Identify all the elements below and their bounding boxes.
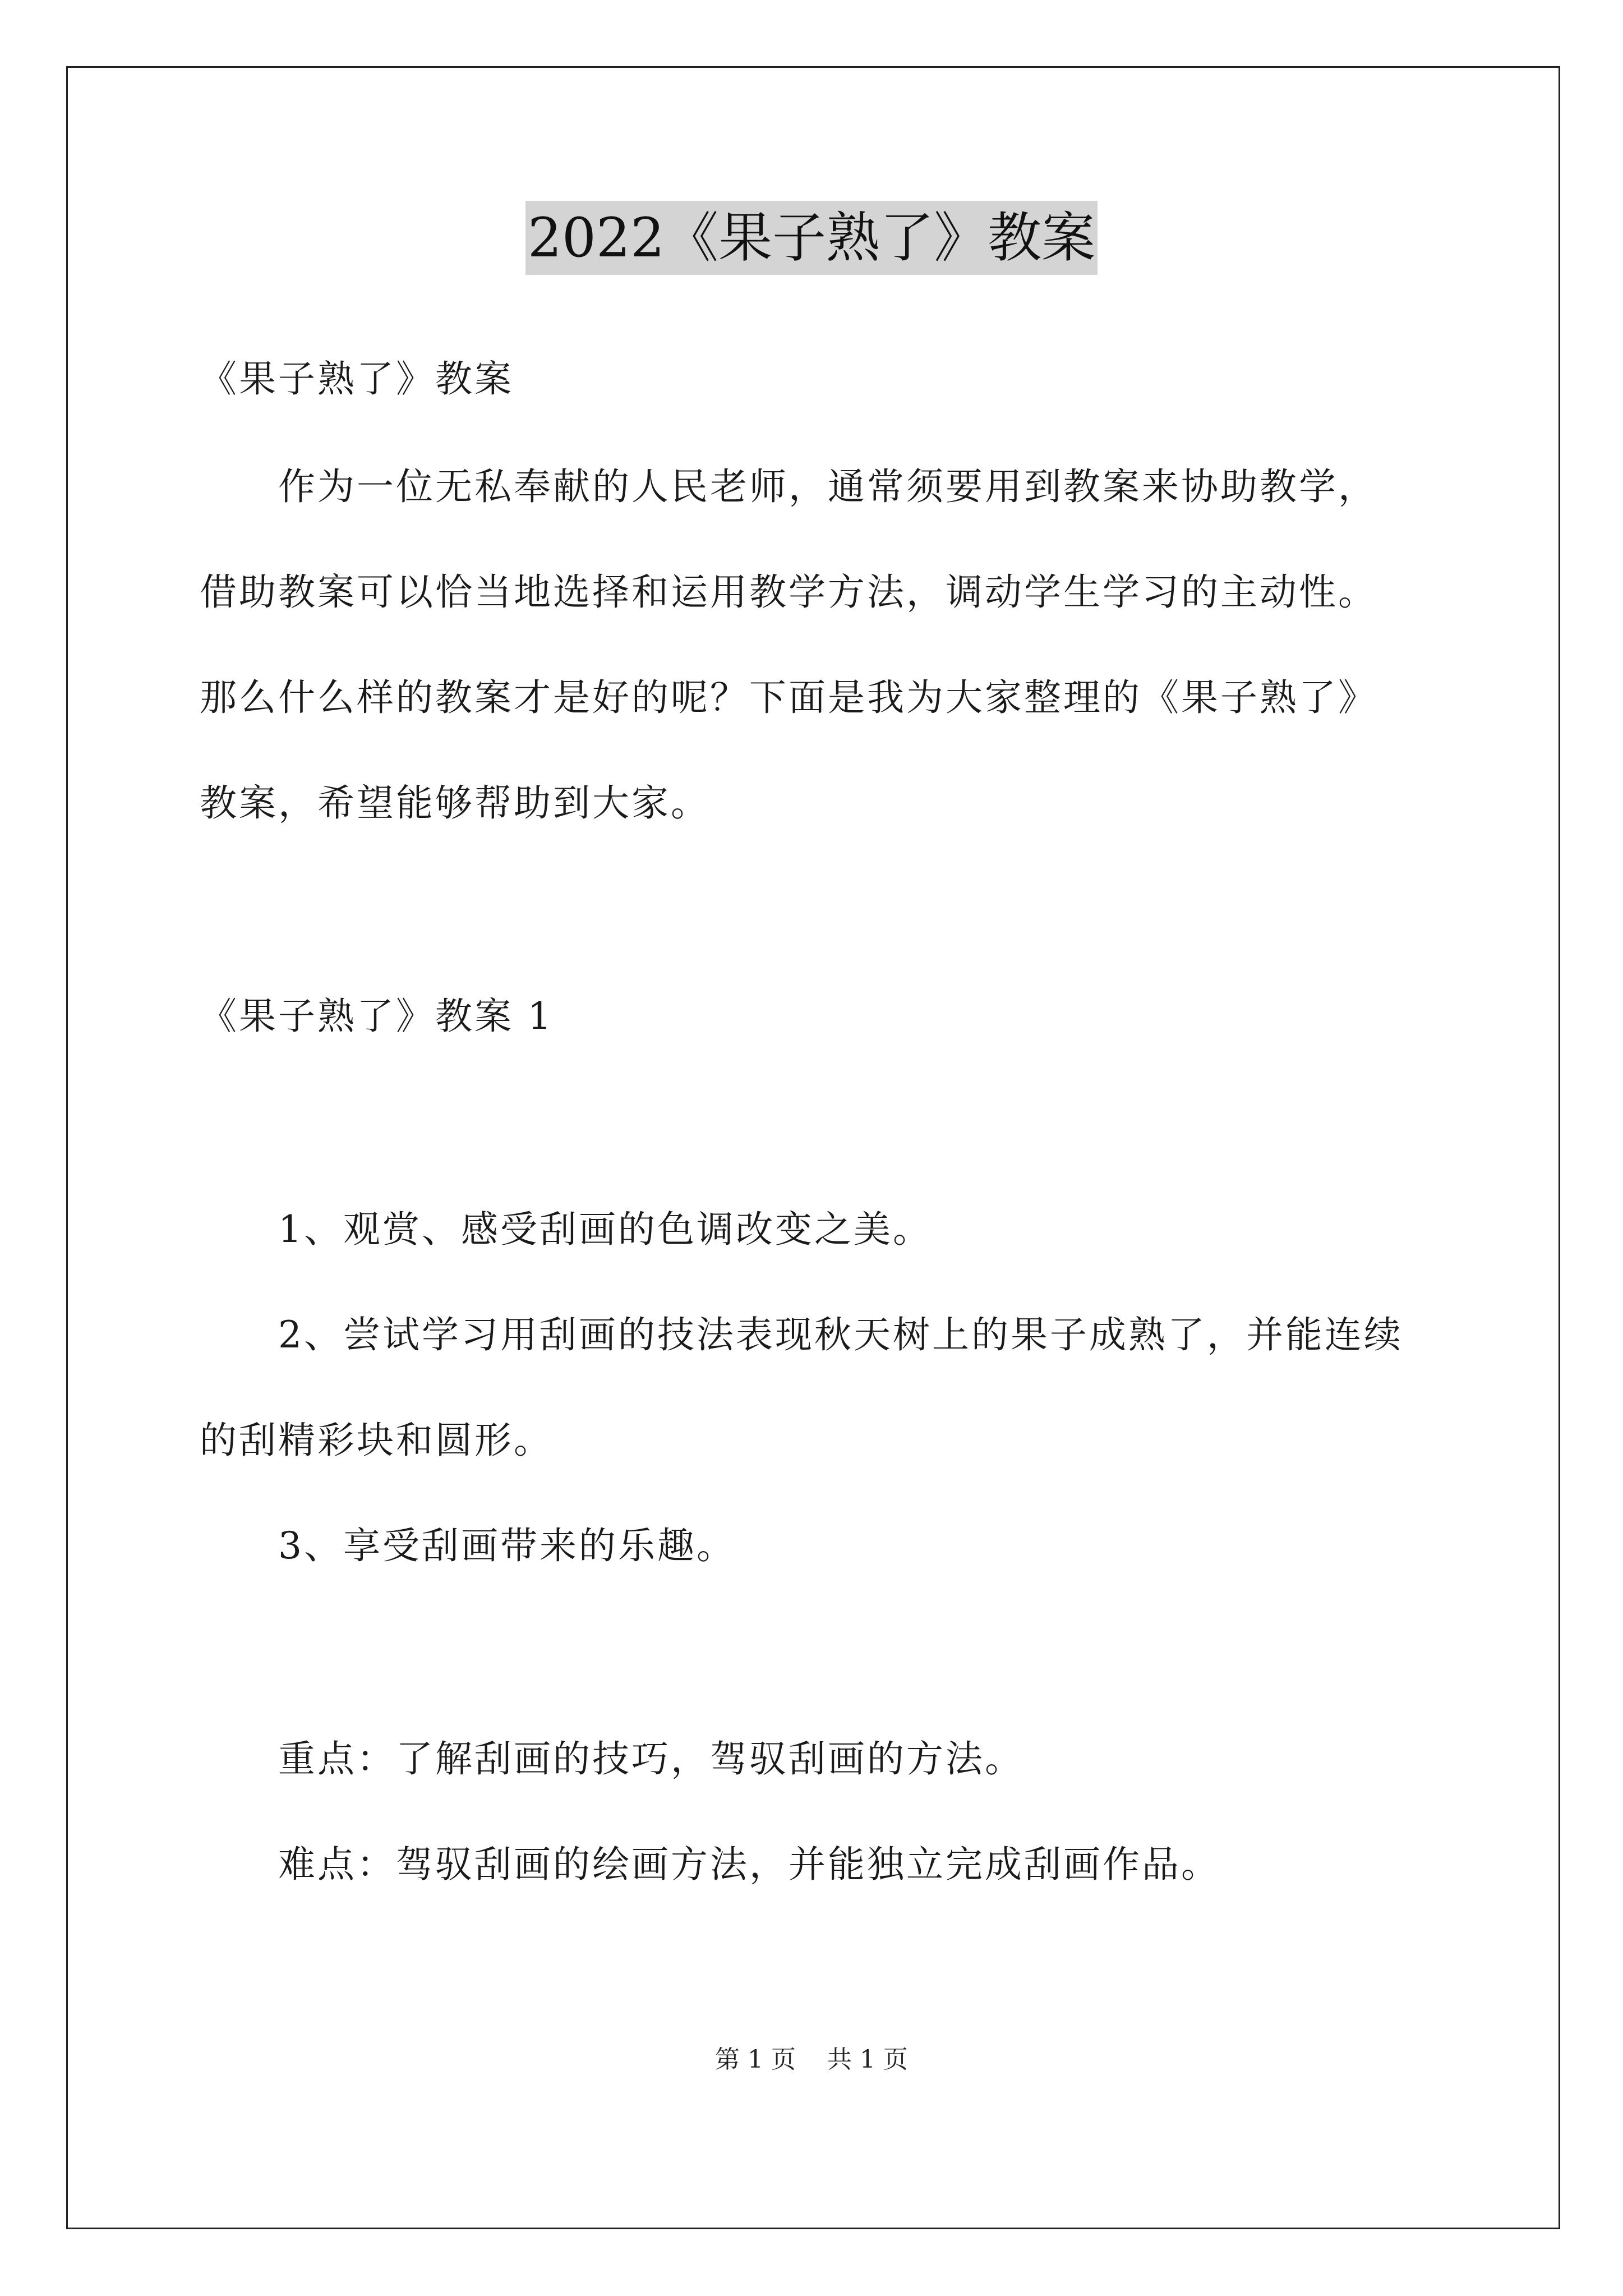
goal-2: 2、尝试学习用刮画的技法表现秋天树上的果子成熟了，并能连续 <box>278 1313 1403 1356</box>
intro-line-2: 借助教案可以恰当地选择和运用教学方法，调动学生学习的主动性。 <box>200 570 1377 614</box>
intro-line-3: 那么什么样的教案才是好的呢？下面是我为大家整理的《果子熟了》 <box>200 676 1377 719</box>
key-point: 重点：了解刮画的技巧，驾驭刮画的方法。 <box>278 1737 1024 1780</box>
title-container <box>0 201 1623 275</box>
intro-line-4: 教案，希望能够帮助到大家。 <box>200 781 710 825</box>
goal-1: 1、观赏、感受刮画的色调改变之美。 <box>278 1208 932 1251</box>
page-footer: 第 1 页 共 1 页 <box>715 2045 908 2074</box>
document-subtitle: 《果子熟了》教案 <box>200 357 514 401</box>
goal-3: 3、享受刮画带来的乐趣。 <box>278 1524 736 1567</box>
document-title: 2022《果子熟了》教案 <box>525 201 1098 275</box>
goal-2-continued: 的刮精彩块和圆形。 <box>200 1419 553 1462</box>
difficulty: 难点：驾驭刮画的绘画方法，并能独立完成刮画作品。 <box>278 1843 1220 1886</box>
intro-line-1: 作为一位无私奉献的人民老师，通常须要用到教案来协助教学， <box>278 465 1377 508</box>
section-heading: 《果子熟了》教案 1 <box>200 995 554 1038</box>
